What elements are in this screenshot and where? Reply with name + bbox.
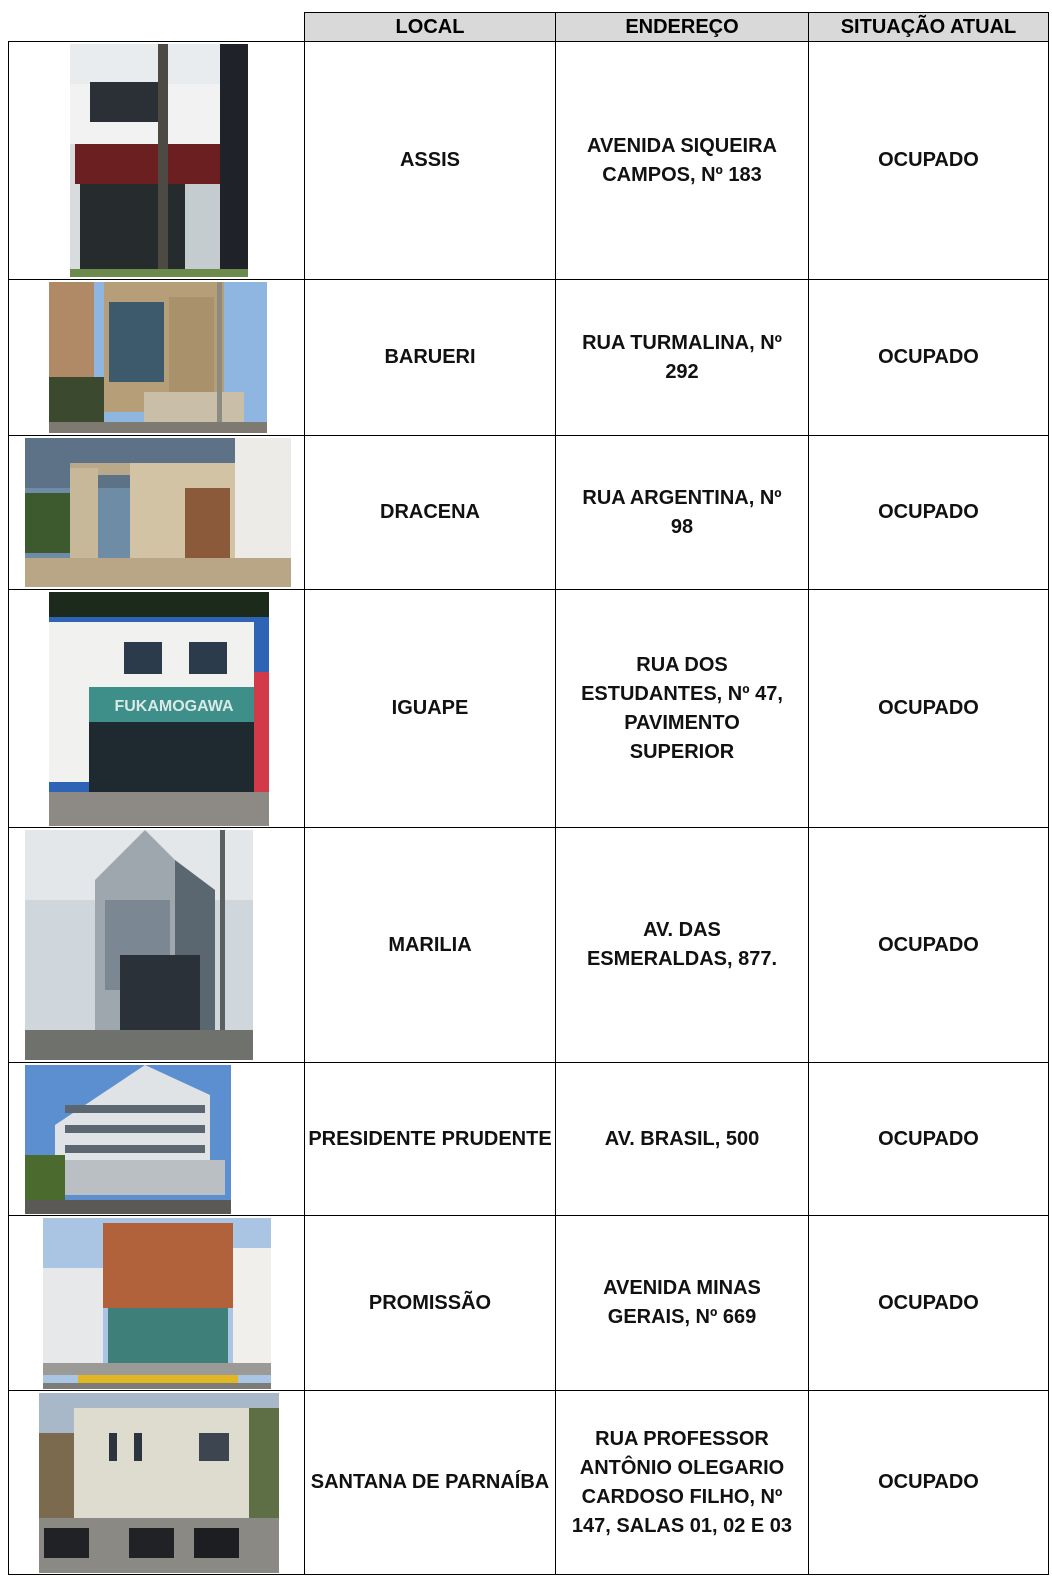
situacao-cell: OCUPADO: [809, 1391, 1049, 1574]
table-row: [9, 280, 1049, 436]
endereco-cell: AV. DAS ESMERALDAS, 877.: [556, 828, 809, 1062]
building-photo-presidente-prudente: [25, 1065, 231, 1214]
table-row: [9, 590, 1049, 828]
endereco-cell: AV. BRASIL, 500: [556, 1063, 809, 1215]
column-header-situacao: SITUAÇÃO ATUAL: [808, 12, 1049, 42]
endereco-cell: RUA DOS ESTUDANTES, Nº 47, PAVIMENTO SUPERIOR: [556, 590, 809, 827]
situacao-cell: OCUPADO: [809, 1063, 1049, 1215]
photo-cell: [9, 1391, 305, 1574]
local-cell: MARILIA: [305, 828, 556, 1062]
endereco-cell: RUA TURMALINA, Nº 292: [556, 280, 809, 435]
building-photo-barueri: [49, 282, 267, 433]
table-row: [9, 436, 1049, 590]
building-photo-dracena: [25, 438, 291, 587]
building-photo-marilia: [25, 830, 253, 1060]
local-cell: PRESIDENTE PRUDENTE: [305, 1063, 556, 1215]
local-cell: ASSIS: [305, 42, 556, 279]
locations-table: [8, 41, 1049, 1575]
situacao-cell: OCUPADO: [809, 42, 1049, 279]
situacao-cell: OCUPADO: [809, 1216, 1049, 1390]
situacao-cell: OCUPADO: [809, 590, 1049, 827]
photo-cell: [9, 1216, 305, 1390]
column-header-endereco: ENDEREÇO: [555, 12, 809, 42]
photo-cell: [9, 280, 305, 435]
table-row: [9, 1063, 1049, 1216]
situacao-cell: OCUPADO: [809, 280, 1049, 435]
building-photo-assis: [70, 44, 248, 277]
photo-cell: [9, 42, 305, 279]
photo-cell: [9, 1063, 305, 1215]
local-cell: PROMISSÃO: [305, 1216, 556, 1390]
local-cell: DRACENA: [305, 436, 556, 589]
photo-cell: [9, 436, 305, 589]
local-cell: IGUAPE: [305, 590, 556, 827]
table-row: [9, 1216, 1049, 1391]
endereco-cell: AVENIDA SIQUEIRA CAMPOS, Nº 183: [556, 42, 809, 279]
building-photo-santana-de-parnaiba: [39, 1393, 279, 1573]
table-row: [9, 1391, 1049, 1575]
endereco-cell: RUA PROFESSOR ANTÔNIO OLEGARIO CARDOSO FILHO, Nº 147, SALAS 01, 02 E 03: [556, 1391, 809, 1574]
local-cell: BARUERI: [305, 280, 556, 435]
column-header-local: LOCAL: [304, 12, 556, 42]
endereco-cell: AVENIDA MINAS GERAIS, Nº 669: [556, 1216, 809, 1390]
photo-cell: [9, 828, 305, 1062]
endereco-cell: RUA ARGENTINA, Nº 98: [556, 436, 809, 589]
photo-cell: [9, 590, 305, 827]
situacao-cell: OCUPADO: [809, 828, 1049, 1062]
building-photo-promissao: [43, 1218, 271, 1389]
table-header: [304, 12, 1049, 42]
building-photo-iguape: [49, 592, 269, 826]
store-sign-text: FUKAMOGAWA: [114, 698, 234, 715]
table-row: [9, 828, 1049, 1063]
local-cell: SANTANA DE PARNAÍBA: [305, 1391, 556, 1574]
situacao-cell: OCUPADO: [809, 436, 1049, 589]
table-row: [9, 42, 1049, 280]
